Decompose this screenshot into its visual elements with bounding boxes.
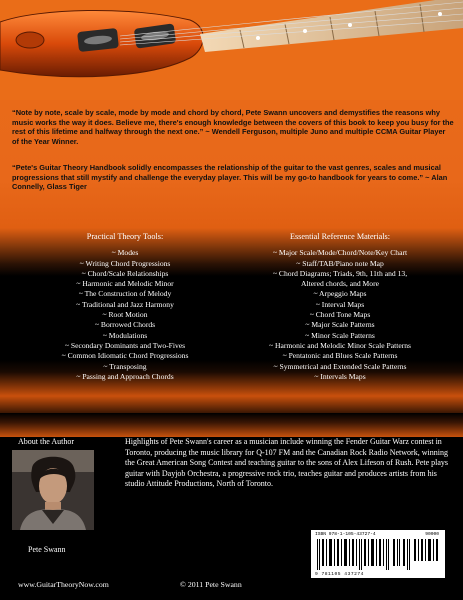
guitar-illustration bbox=[0, 0, 463, 100]
quote-2 bbox=[12, 163, 454, 192]
reference-item: ~ Minor Scale Patterns bbox=[305, 330, 375, 340]
quote-1-text: “Note by note, scale by scale, mode by mode and chord by chord, Pete Swann uncovers and demystifies the reasons why music works the way it does. Believe me, there's enough knowledge between the covers of this book to keep you busy for the rest of this lifetime and halfway through the next one.” bbox=[12, 108, 454, 137]
reference-item: ~ Major Scale/Mode/Chord/Note/Key Chart bbox=[272, 248, 408, 258]
reference-item: Altered chords, and More bbox=[300, 279, 380, 289]
reference-item: ~ Chord Diagrams; Triads, 9th, 11th and 13, bbox=[272, 268, 408, 278]
reference-item: ~ Symmetrical and Extended Scale Patterns bbox=[273, 361, 407, 371]
practical-tool-item: ~ Modulations bbox=[102, 330, 148, 340]
reference-item: ~ Staff/TAB/Piano note Map bbox=[296, 258, 384, 268]
quote-2-text: “Pete's Guitar Theory Handbook solidly encompasses the relationship of the guitar to the vast genres, scales and musical progressions that still mystify and challenge the everyday player. This will be my go-to handbook for years to come.” bbox=[12, 163, 441, 182]
practical-tool-item: ~ Harmonic and Melodic Minor bbox=[76, 279, 174, 289]
reference-item: ~ Intervals Maps bbox=[314, 371, 366, 381]
copyright-notice: © 2011 Pete Swann bbox=[180, 580, 242, 589]
reference-materials-column bbox=[230, 232, 450, 382]
reference-item: ~ Pentatonic and Blues Scale Patterns bbox=[282, 351, 398, 361]
practical-tool-item: ~ Common Idiomatic Chord Progressions bbox=[61, 351, 189, 361]
practical-tools-heading: Practical Theory Tools: bbox=[86, 232, 164, 241]
author-portrait-illustration bbox=[12, 450, 94, 530]
practical-tool-item: ~ Modes bbox=[111, 248, 139, 258]
author-bio: Highlights of Pete Swann's career as a musician include winning the Fender Guitar Warz contest in Toronto, producing the music library for Q-107 FM and the Canadian Rock Radio Network, winning the Great American Song Contest and teaching guitar to the sons of Alex Lifeson of Rush. Pete plays guitar with Dayjob Orchestra, a progressive rock trio, teaches guitar and produces artists from his studio Attitude Productions, North of Toronto. bbox=[125, 437, 449, 488]
practical-tool-item: ~ Borrowed Chords bbox=[94, 320, 156, 330]
practical-tool-item: ~ Chord/Scale Relationships bbox=[81, 268, 169, 278]
feature-columns bbox=[0, 232, 463, 412]
website-url[interactable]: www.GuitarTheoryNow.com bbox=[18, 580, 109, 589]
practical-tool-item: ~ Transposing bbox=[103, 361, 147, 371]
quote-2-attribution: ~ Alan Connelly, Glass Tiger bbox=[12, 172, 448, 192]
isbn-barcode bbox=[311, 530, 445, 578]
quote-1-attribution: ~ Wendell Ferguson, multiple Juno and multiple CCMA Guitar Player of the Year Winner. bbox=[12, 127, 446, 146]
practical-tool-item: ~ Secondary Dominants and Two-Fives bbox=[64, 340, 186, 350]
reference-item: ~ Arpeggio Maps bbox=[313, 289, 367, 299]
barcode-bars bbox=[315, 539, 441, 570]
practical-tool-item: ~ The Construction of Melody bbox=[78, 289, 172, 299]
practical-tool-item: ~ Root Motion bbox=[102, 310, 148, 320]
practical-tools-column bbox=[15, 232, 235, 382]
reference-item: ~ Interval Maps bbox=[315, 299, 365, 309]
reference-materials-heading: Essential Reference Materials: bbox=[289, 232, 391, 241]
barcode-digits: 9 781105 437274 bbox=[315, 572, 364, 577]
practical-tool-item: ~ Traditional and Jazz Harmony bbox=[76, 299, 174, 309]
author-name: Pete Swann bbox=[28, 545, 66, 554]
quote-1 bbox=[12, 108, 454, 146]
reference-item: ~ Major Scale Patterns bbox=[305, 320, 375, 330]
reference-item: ~ Chord Tone Maps bbox=[309, 310, 371, 320]
reference-item: ~ Harmonic and Melodic Minor Scale Patterns bbox=[268, 340, 412, 350]
about-author-heading: About the Author bbox=[18, 437, 74, 446]
orange-divider-band bbox=[0, 413, 463, 437]
practical-tool-item: ~ Passing and Approach Chords bbox=[76, 371, 174, 381]
isbn-number: ISBN 978-1-105-43727-4 bbox=[315, 532, 376, 537]
price-code: 90000 bbox=[425, 532, 439, 537]
author-photo bbox=[12, 450, 94, 530]
practical-tool-item: ~ Writing Chord Progressions bbox=[79, 258, 171, 268]
